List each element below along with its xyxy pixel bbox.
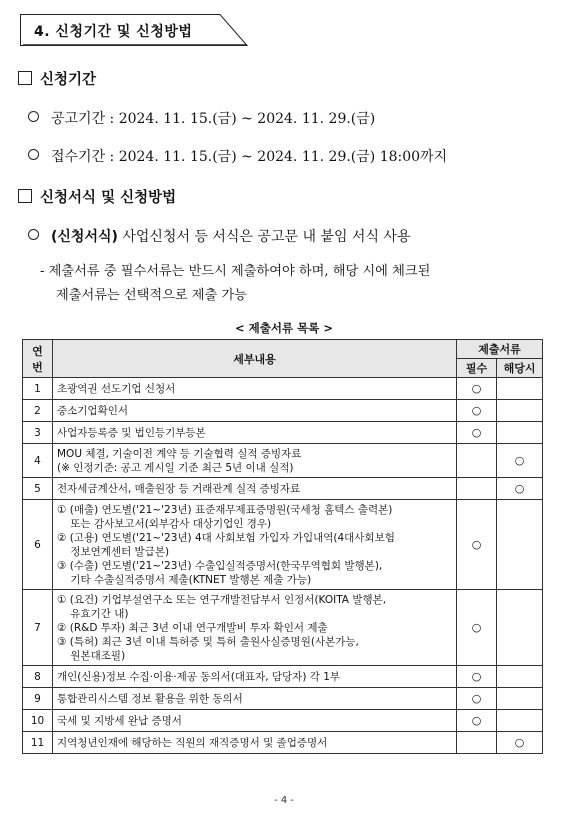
required-mark bbox=[457, 478, 497, 500]
table-row bbox=[23, 400, 543, 422]
table-row bbox=[23, 590, 543, 666]
optional-mark bbox=[497, 422, 543, 444]
required-mark: ○ bbox=[457, 710, 497, 732]
optional-mark: ○ bbox=[497, 732, 543, 754]
row-number: 10 bbox=[23, 710, 53, 732]
table-row bbox=[23, 666, 543, 688]
required-mark: ○ bbox=[457, 590, 497, 666]
forms-heading: 신청서식 및 신청방법 bbox=[18, 186, 176, 207]
row-number: 5 bbox=[23, 478, 53, 500]
row-description bbox=[53, 590, 457, 666]
header-optional: 해당시 bbox=[497, 359, 543, 378]
forms-dash-line-2: 제출서류는 선택적으로 제출 가능 bbox=[56, 288, 247, 303]
required-mark: ○ bbox=[457, 422, 497, 444]
table-row bbox=[23, 422, 543, 444]
row-description bbox=[53, 710, 457, 732]
row-description bbox=[53, 444, 457, 478]
page-number: - 4 - bbox=[274, 795, 294, 806]
row-number: 4 bbox=[23, 444, 53, 478]
row-number: 2 bbox=[23, 400, 53, 422]
required-mark: ○ bbox=[457, 500, 497, 590]
circle-bullet-icon bbox=[28, 229, 39, 240]
table-title: < 제출서류 목록 > bbox=[235, 321, 333, 335]
optional-mark bbox=[497, 688, 543, 710]
optional-mark bbox=[497, 400, 543, 422]
checkbox-square-icon bbox=[18, 189, 32, 203]
row-number: 1 bbox=[23, 378, 53, 400]
description-line: MOU 체결, 기술이전 계약 등 기술협력 실적 증빙자료 bbox=[57, 447, 302, 460]
optional-mark: ○ bbox=[497, 478, 543, 500]
optional-mark bbox=[497, 666, 543, 688]
row-number: 8 bbox=[23, 666, 53, 688]
optional-mark bbox=[497, 590, 543, 666]
period-item-receipt: 접수기간 : 2024. 11. 15.(금) ~ 2024. 11. 29.(금) 18:00까지 bbox=[28, 146, 447, 166]
circle-bullet-icon bbox=[28, 111, 39, 122]
table-row bbox=[23, 378, 543, 400]
required-mark bbox=[457, 732, 497, 754]
header-no: 연번 bbox=[23, 340, 53, 378]
header-group: 제출서류 bbox=[457, 340, 543, 359]
required-mark bbox=[457, 444, 497, 478]
period-heading: 신청기간 bbox=[18, 68, 96, 89]
description-line: 지역청년인재에 해당하는 직원의 재직증명서 및 졸업증명서 bbox=[57, 736, 328, 749]
row-number: 7 bbox=[23, 590, 53, 666]
optional-mark bbox=[497, 710, 543, 732]
row-description bbox=[53, 500, 457, 590]
header-desc: 세부내용 bbox=[53, 340, 457, 378]
required-mark: ○ bbox=[457, 400, 497, 422]
description-line: 기타 수출실적증명서 제출(KTNET 발행본 제출 가능) bbox=[57, 573, 312, 586]
description-line: 개인(신용)정보 수집·이용·제공 동의서(대표자, 담당자) 각 1부 bbox=[57, 670, 341, 683]
description-line: 중소기업확인서 bbox=[57, 404, 129, 417]
circle-bullet-icon bbox=[28, 149, 39, 160]
description-line: 국세 및 지방세 완납 증명서 bbox=[57, 714, 182, 727]
description-line: ③ (특허) 최근 3년 이내 특허증 및 특허 출원사실증명원(사본가능, bbox=[57, 635, 359, 648]
required-mark: ○ bbox=[457, 666, 497, 688]
row-description bbox=[53, 666, 457, 688]
table-row bbox=[23, 732, 543, 754]
description-line: ① (요건) 기업부설연구소 또는 연구개발전담부서 인정서(KOITA 발행본, bbox=[57, 593, 387, 606]
required-mark: ○ bbox=[457, 378, 497, 400]
forms-bullet: (신청서식) 사업신청서 등 서식은 공고문 내 붙임 서식 사용 bbox=[28, 226, 410, 246]
description-line: 전자세금계산서, 매출원장 등 거래관계 실적 증빙자료 bbox=[57, 482, 301, 495]
table-row bbox=[23, 688, 543, 710]
description-line: (※ 인정기준: 공고 게시일 기준 최근 5년 이내 실적) bbox=[57, 461, 294, 474]
row-description bbox=[53, 378, 457, 400]
description-line: 유효기간 내) bbox=[57, 607, 129, 620]
period-item-announce: 공고기간 : 2024. 11. 15.(금) ~ 2024. 11. 29.(금) bbox=[28, 108, 375, 128]
description-line: 또는 감사보고서(외부감사 대상기업인 경우) bbox=[57, 517, 272, 530]
checkbox-square-icon bbox=[18, 71, 32, 85]
description-line: ② (고용) 연도별('21~'23년) 4대 사회보험 가입자 가입내역(4대사회보험 bbox=[57, 531, 395, 544]
optional-mark: ○ bbox=[497, 444, 543, 478]
row-number: 6 bbox=[23, 500, 53, 590]
header-required: 필수 bbox=[457, 359, 497, 378]
row-number: 3 bbox=[23, 422, 53, 444]
table-row bbox=[23, 478, 543, 500]
description-line: ③ (수출) 연도별('21~'23년) 수출입실적증명서(한국무역협회 발행본), bbox=[57, 559, 383, 572]
section-title-tab bbox=[20, 14, 248, 46]
required-mark: ○ bbox=[457, 688, 497, 710]
table-row bbox=[23, 444, 543, 478]
row-description bbox=[53, 478, 457, 500]
description-line: 원본대조필) bbox=[57, 649, 126, 662]
row-description bbox=[53, 732, 457, 754]
row-number: 9 bbox=[23, 688, 53, 710]
description-line: ① (매출) 연도별('21~'23년) 표준재무제표증명원(국세청 홈텍스 출력본) bbox=[57, 503, 393, 516]
table-row bbox=[23, 500, 543, 590]
table-body bbox=[23, 378, 543, 754]
row-number: 11 bbox=[23, 732, 53, 754]
description-line: 초광역권 선도기업 신청서 bbox=[57, 382, 176, 395]
row-description bbox=[53, 422, 457, 444]
forms-dash-line-1: - 제출서류 중 필수서류는 반드시 제출하여야 하며, 해당 시에 체크된 bbox=[40, 264, 431, 279]
description-line: ② (R&D 투자) 최근 3년 이내 연구개발비 투자 확인서 제출 bbox=[57, 621, 328, 634]
section-title: 4. 신청기간 및 신청방법 bbox=[34, 24, 193, 40]
optional-mark bbox=[497, 500, 543, 590]
description-line: 사업자등록증 및 법인등기부등본 bbox=[57, 426, 206, 439]
row-description bbox=[53, 400, 457, 422]
description-line: 정보연계센터 발급본) bbox=[57, 545, 170, 558]
description-line: 통합관리시스템 정보 활용을 위한 동의서 bbox=[57, 692, 243, 705]
optional-mark bbox=[497, 378, 543, 400]
table-row bbox=[23, 710, 543, 732]
documents-table bbox=[22, 339, 543, 754]
row-description bbox=[53, 688, 457, 710]
